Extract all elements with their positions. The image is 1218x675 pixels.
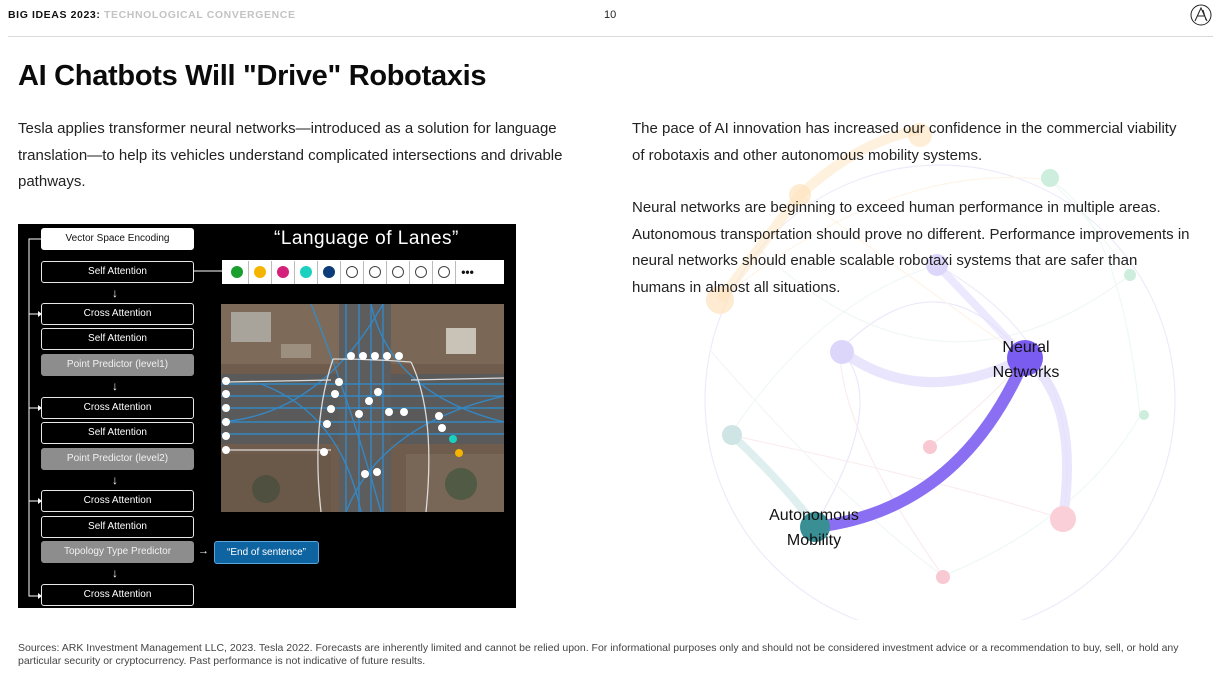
header-brand (8, 9, 296, 21)
block-cross-attention: Cross Attention (41, 303, 194, 325)
block-self-attention: Self Attention (41, 422, 194, 444)
block-self-attention: Self Attention (41, 516, 194, 538)
down-arrow-icon: ↓ (112, 473, 118, 487)
token-more: ••• (461, 265, 474, 279)
right-text (632, 116, 1192, 327)
token-empty (433, 261, 456, 284)
node-label-line: Neural (1002, 339, 1050, 356)
node-label-autonomous-mobility (758, 503, 870, 553)
token-cyan (295, 261, 318, 284)
block-self-attention: Self Attention (41, 261, 194, 283)
block-topology-type-predictor: Topology Type Predictor (41, 541, 194, 563)
down-arrow-icon: ↓ (112, 286, 118, 300)
token-strip (222, 260, 504, 284)
block-point-predictor-level2: Point Predictor (level2) (41, 448, 194, 470)
header-divider (8, 36, 1213, 37)
slide-title: AI Chatbots Will "Drive" Robotaxis (18, 60, 487, 92)
down-arrow-icon: ↓ (112, 379, 118, 393)
block-cross-attention: Cross Attention (41, 490, 194, 512)
figure-title: “Language of Lanes” (274, 228, 459, 249)
token-green (226, 261, 249, 284)
node-label-line: Mobility (786, 532, 842, 549)
ark-logo-icon (1190, 4, 1212, 26)
token-magenta (272, 261, 295, 284)
token-empty (410, 261, 433, 284)
block-vector-space-encoding: Vector Space Encoding (41, 228, 194, 250)
token-yellow (249, 261, 272, 284)
token-navy (318, 261, 341, 284)
token-empty (364, 261, 387, 284)
sources-footnote: Sources: ARK Investment Management LLC, 2023. Tesla 2022. Forecasts are inherently limited and cannot be relied upon. For informational purposes only and should not be considered investment advice or a recommendation to buy, sell, or hold any particular security or cryptocurrency. Past performance is not indicative of future results. (18, 642, 1179, 667)
left-paragraph: Tesla applies transformer neural networks—introduced as a solution for language translation—to help its vehicles understand complicated intersections and drivable pathways. (18, 120, 563, 190)
token-empty (341, 261, 364, 284)
node-label-line: Autonomous (769, 507, 859, 524)
right-paragraph-2: Neural networks are beginning to exceed human performance in multiple areas. Autonomous transportation should prove no different. Performance improvements in neural networks should enable scalable robotaxi systems that are safer than humans in almost all situations. (632, 199, 1190, 296)
block-cross-attention: Cross Attention (41, 584, 194, 606)
block-point-predictor-level1: Point Predictor (level1) (41, 354, 194, 376)
right-paragraph-1: The pace of AI innovation has increased our confidence in the commercial viability of robotaxis and other autonomous mobility systems. (632, 120, 1177, 164)
brand-text: BIG IDEAS 2023 (8, 9, 97, 21)
block-cross-attention: Cross Attention (41, 397, 194, 419)
end-of-sentence-token: “End of sentence” (214, 541, 319, 564)
token-empty (387, 261, 410, 284)
page-number: 10 (604, 9, 617, 21)
node-label-line: Networks (992, 364, 1060, 381)
brand-separator: : (96, 9, 101, 21)
node-label-neural-networks (982, 335, 1070, 385)
block-self-attention: Self Attention (41, 328, 194, 350)
header-subtitle: TECHNOLOGICAL CONVERGENCE (104, 9, 296, 21)
down-arrow-icon: ↓ (112, 566, 118, 580)
language-of-lanes-figure (18, 224, 516, 608)
right-arrow-icon: → (198, 545, 209, 557)
aerial-intersection-image (221, 304, 504, 512)
